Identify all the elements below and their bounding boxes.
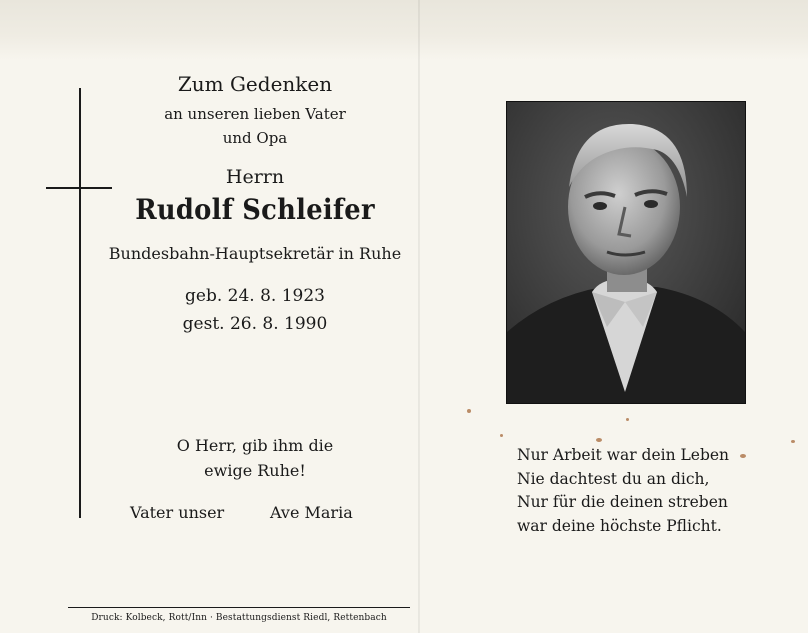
dedication-line-1: an unseren lieben Vater bbox=[164, 105, 346, 123]
foxing-spot bbox=[596, 438, 602, 442]
poem-line-1: Nur Arbeit war dein Leben bbox=[517, 446, 730, 464]
deceased-name: Rudolf Schleifer bbox=[135, 193, 375, 226]
poem bbox=[517, 444, 729, 538]
death-date: gest. 26. 8. 1990 bbox=[182, 314, 328, 334]
prayer-vater-unser: Vater unser bbox=[130, 503, 225, 522]
paper-top-edge bbox=[0, 0, 808, 60]
portrait-illustration bbox=[507, 102, 745, 403]
foxing-spot bbox=[467, 409, 471, 413]
poem-line-4: war deine höchste Pflicht. bbox=[517, 516, 722, 535]
cross-vertical-bar bbox=[79, 88, 81, 518]
prayer-ave-maria: Ave Maria bbox=[270, 503, 353, 522]
occupation: Bundesbahn-Hauptsekretär in Ruhe bbox=[108, 244, 402, 263]
prayer-line-1: O Herr, gib ihm die bbox=[176, 436, 334, 455]
salutation: Herrn bbox=[225, 166, 285, 188]
poem-line-2: Nie dachtest du an dich, bbox=[517, 469, 710, 488]
printer-credit: Druck: Kolbeck, Rott/Inn · Bestattungsdienst Riedl, Rettenbach bbox=[91, 613, 387, 623]
footer-rule bbox=[68, 607, 410, 608]
foxing-spot bbox=[740, 454, 746, 458]
portrait-photo bbox=[506, 101, 746, 404]
foxing-spot bbox=[500, 434, 503, 437]
poem-line-3: Nur für die deinen streben bbox=[517, 493, 728, 511]
prayer-line-2: ewige Ruhe! bbox=[204, 461, 306, 480]
birth-date: geb. 24. 8. 1923 bbox=[185, 286, 325, 306]
memorial-heading: Zum Gedenken bbox=[177, 72, 333, 96]
foxing-spot bbox=[791, 440, 795, 443]
foxing-spot bbox=[626, 418, 629, 421]
dedication-line-2: und Opa bbox=[222, 129, 288, 147]
